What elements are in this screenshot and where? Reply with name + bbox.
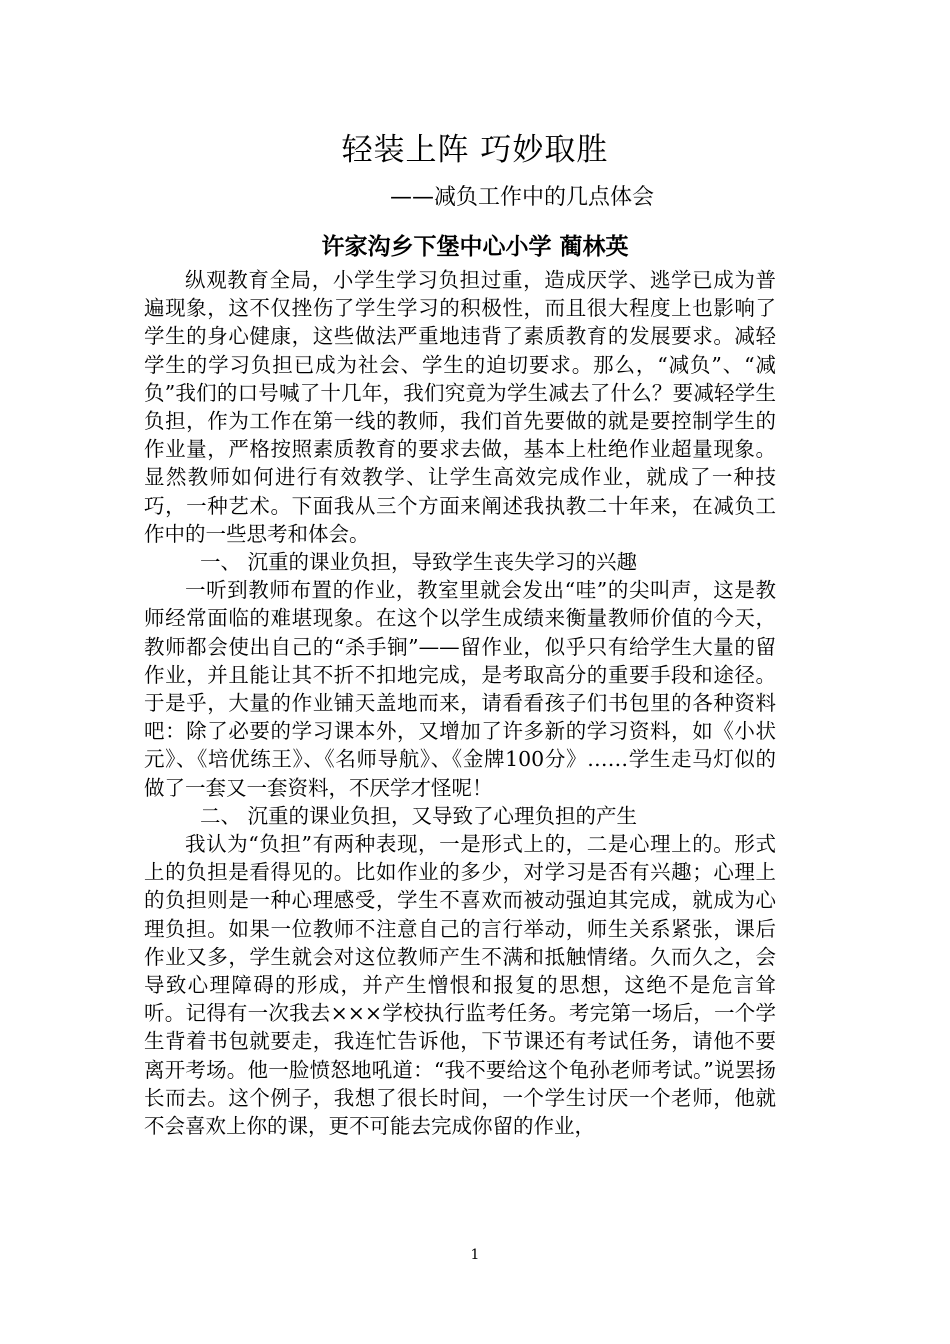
document-subtitle: ——减负工作中的几点体会 (390, 185, 655, 210)
document-body (144, 266, 776, 1140)
document-title: 轻装上阵 巧妙取胜 (341, 132, 609, 168)
paragraph-intro: 纵观教育全局，小学生学习负担过重，造成厌学、逃学已成为普遍现象，这不仅挫伤了学生学习的积极性，而且很大程度上也影响了学生的身心健康，这些做法严重地违背了素质教育的发展要求。减轻学生的学习负担已成为社会、学生的迫切要求。那么，“减负”、“减负”我们的口号喊了十几年，我们究竟为学生减去了什么？要减轻学生负担，作为工作在第一线的教师，我们首先要做的就是要控制学生的作业量，严格按照素质教育的要求去做，基本上杜绝作业超量现象。显然教师如何进行有效教学、让学生高效完成作业，就成了一种技巧，一种艺术。下面我从三个方面来阐述我执教二十年来，在减负工作中的一些思考和体会。 (144, 268, 776, 546)
author-line: 许家沟乡下堡中心小学 蔺林英 (321, 234, 629, 260)
section-heading-1: 一、 沉重的课业负担，导致学生丧失学习的兴趣 (200, 550, 638, 575)
page-number: 1 (470, 1247, 480, 1263)
paragraph-section-2: 我认为“负担”有两种表现，一是形式上的，二是心理上的。形式上的负担是看得见的。比如作业的多少，对学习是否有兴趣；心理上的负担则是一种心理感受，学生不喜欢而被动强迫其完成，就成为心理负担。如果一位教师不注意自己的言行举动，师生关系紧张，课后作业又多，学生就会对这位教师产生不满和抵触情绪。久而久之，会导致心理障碍的形成，并产生憎恨和报复的思想，这绝不是危言耸听。记得有一次我去×××学校执行监考任务。考完第一场后，一个学生背着书包就要走，我连忙告诉他，下节课还有考试任务，请他不要离开考场。他一脸愤怒地吼道：“我不要给这个龟孙老师考试。”说罢扬长而去。这个例子，我想了很长时间，一个学生讨厌一个老师，他就不会喜欢上你的课，更不可能去完成你留的作业， (144, 832, 776, 1139)
section-heading-2: 二、 沉重的课业负担，又导致了心理负担的产生 (200, 803, 638, 828)
paragraph-section-1: 一听到教师布置的作业，教室里就会发出“哇”的尖叫声，这是教师经常面临的难堪现象。在这个以学生成绩来衡量教师价值的今天，教师都会使出自己的“杀手锏”——留作业，似乎只有给学生大量的留作业，并且能让其不折不扣地完成，是考取高分的重要手段和途径。于是乎，大量的作业铺天盖地而来，请看看孩子们书包里的各种资料吧：除了必要的学习课本外，又增加了许多新的学习资料，如《小状元》、《培优练王》、《名师导航》、《金牌100分》……学生走马灯似的做了一套又一套资料，不厌学才怪呢！ (144, 578, 776, 800)
